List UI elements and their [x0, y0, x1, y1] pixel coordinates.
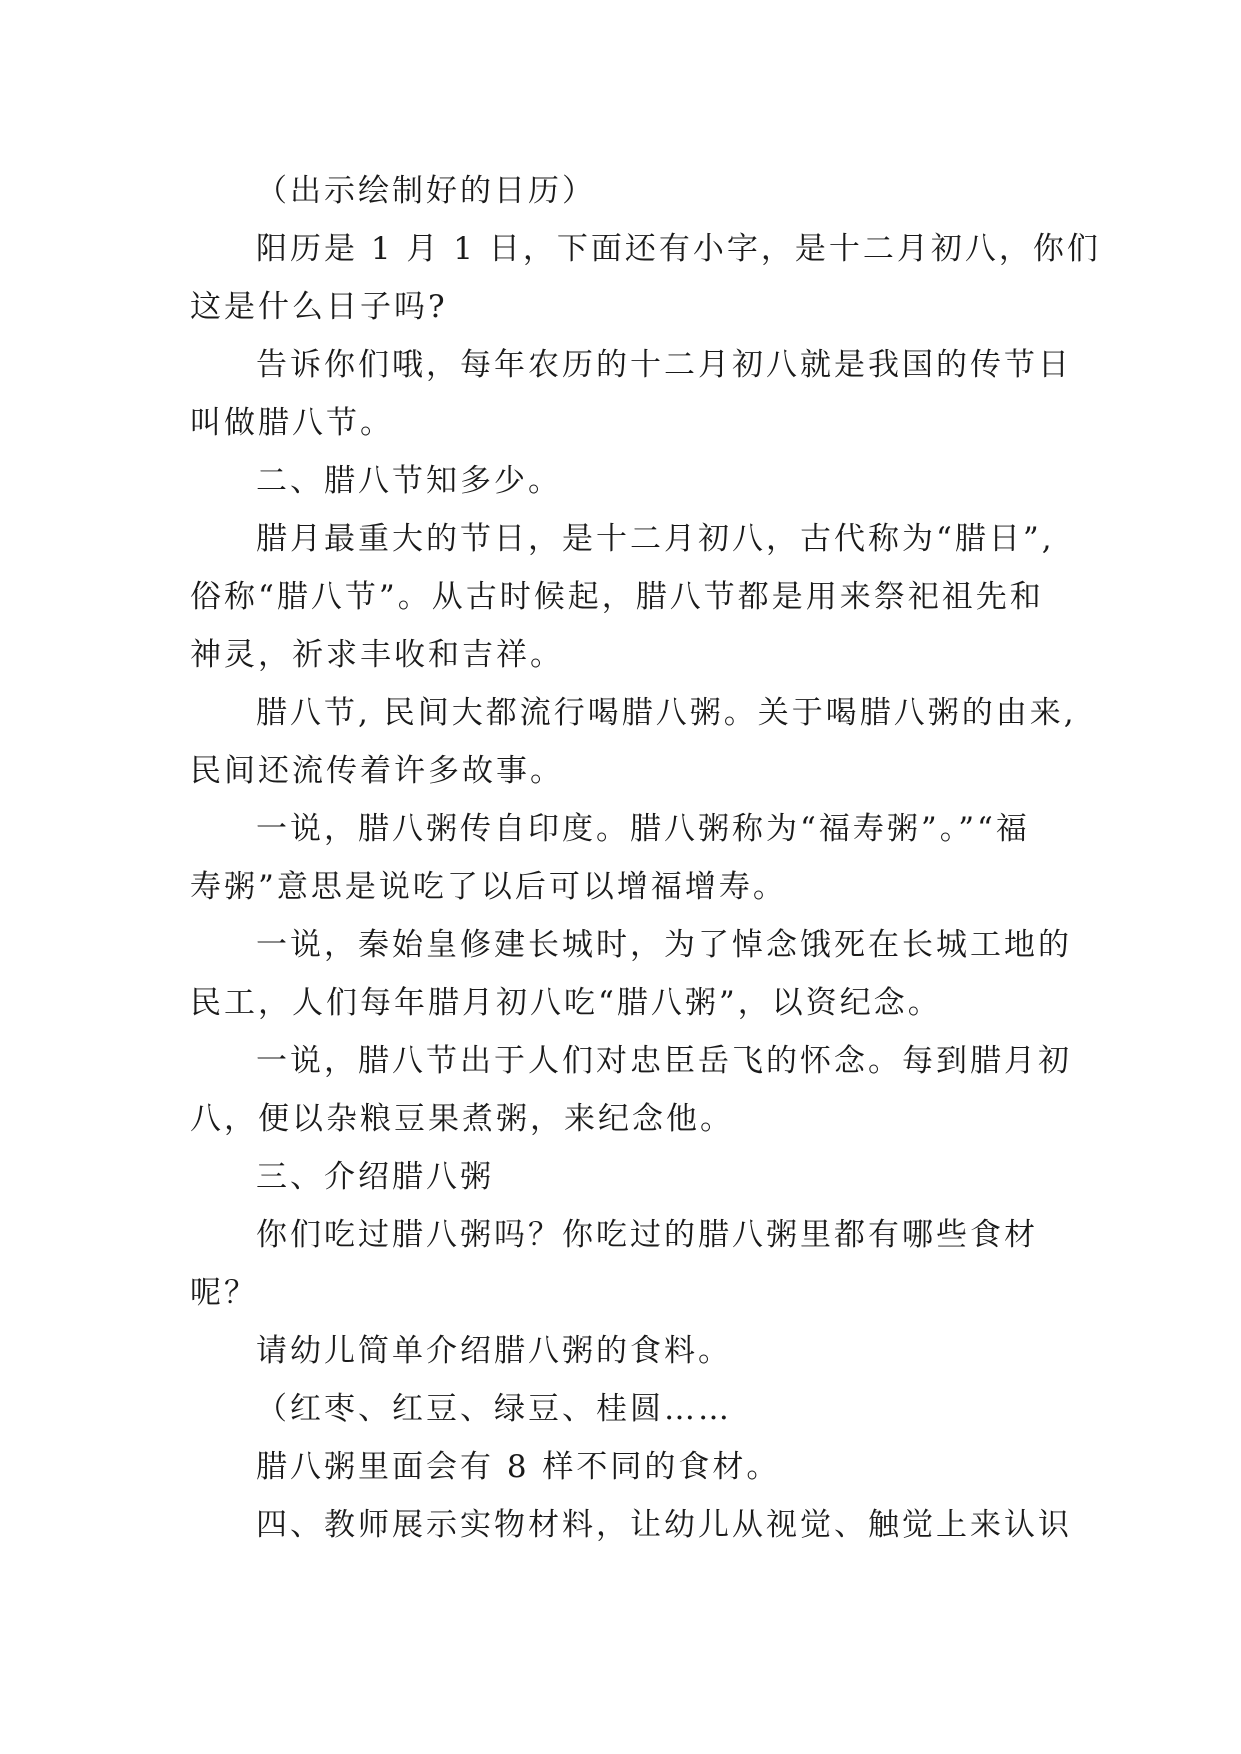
- text-line: 三、介绍腊八粥: [256, 1159, 494, 1195]
- section-heading-4: [190, 1496, 1072, 1554]
- paragraph-question: [190, 1206, 1050, 1322]
- paragraph-instruction: [190, 1322, 1050, 1380]
- text-line: 四、教师展示实物材料，让幼儿从视觉、触觉上来认识: [256, 1507, 1072, 1543]
- text-line: 一说，腊八节出于人们对忠臣岳飞的怀念。每到腊月初: [256, 1043, 1072, 1079]
- text-line: 二、腊八节知多少。: [256, 463, 562, 499]
- text-line: 你们吃过腊八粥吗？你吃过的腊八粥里都有哪些食材: [256, 1217, 1038, 1253]
- paragraph-story-great-wall: [190, 916, 1072, 1032]
- text-line: 呢？: [190, 1275, 258, 1311]
- text-line: 寿粥”意思是说吃了以后可以增福增寿。: [190, 869, 787, 905]
- text-line: 一说，秦始皇修建长城时，为了悼念饿死在长城工地的: [256, 927, 1072, 963]
- document-page: [190, 162, 1101, 1554]
- paragraph-story-india: [190, 800, 1050, 916]
- text-line: 请幼儿简单介绍腊八粥的食料。: [256, 1333, 732, 1369]
- text-line: 叫做腊八节。: [190, 405, 394, 441]
- text-line: 神灵，祈求丰收和吉祥。: [190, 637, 564, 673]
- paragraph-laba-porridge: [190, 684, 1077, 800]
- paragraph-story-yue-fei: [190, 1032, 1072, 1148]
- section-heading-2: [190, 452, 1050, 510]
- text-line: 腊月最重大的节日，是十二月初八，古代称为“腊日”,: [256, 521, 1055, 557]
- paragraph-lunar-date: [190, 220, 1101, 336]
- text-line: 这是什么日子吗?: [190, 289, 448, 325]
- text-line: 腊八节, 民间大都流行喝腊八粥。关于喝腊八粥的由来,: [256, 695, 1077, 731]
- paragraph-eight-ingredients: [190, 1438, 1050, 1496]
- text-line: 八，便以杂粮豆果煮粥，来纪念他。: [190, 1101, 734, 1137]
- text-line: 俗称“腊八节”。从古时候起，腊八节都是用来祭祀祖先和: [190, 579, 1044, 615]
- paragraph-ingredients: [190, 1380, 1050, 1438]
- text-line: 民工，人们每年腊月初八吃“腊八粥”，以资纪念。: [190, 985, 942, 1021]
- paragraph-laba-history: [190, 510, 1055, 684]
- text-line: （红枣、红豆、绿豆、桂圆……: [256, 1391, 732, 1427]
- text-line: 腊八粥里面会有 8 样不同的食材。: [256, 1449, 781, 1485]
- paragraph-laba-intro: [190, 336, 1072, 452]
- text-line: 一说，腊八粥传自印度。腊八粥称为“福寿粥”。”“福: [256, 811, 1030, 847]
- paragraph-calendar-note: [190, 162, 1050, 220]
- text-line: （出示绘制好的日历）: [256, 173, 596, 209]
- text-line: 阳历是 1 月 1 日，下面还有小字，是十二月初八，你们: [256, 231, 1101, 267]
- section-heading-3: [190, 1148, 1050, 1206]
- text-line: 告诉你们哦，每年农历的十二月初八就是我国的传节日: [256, 347, 1072, 383]
- text-line: 民间还流传着许多故事。: [190, 753, 564, 789]
